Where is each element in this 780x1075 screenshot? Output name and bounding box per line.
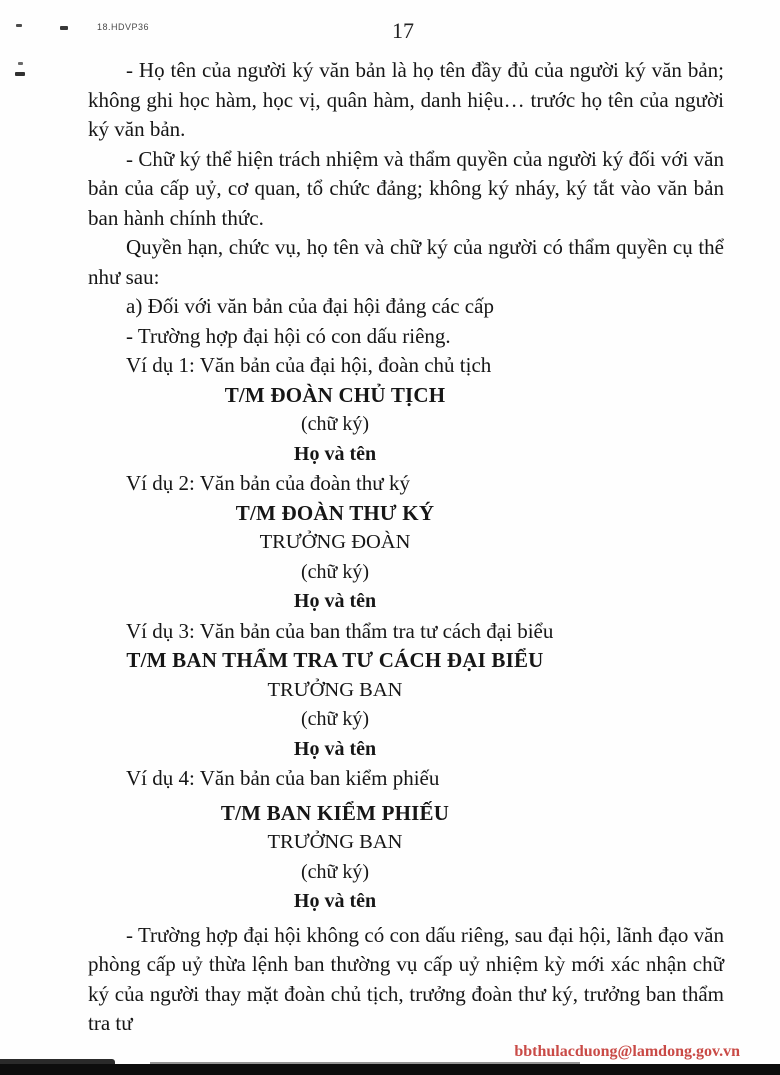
page-number: 17 (392, 18, 414, 43)
example-2-signature-block (88, 499, 582, 617)
paragraph-no-seal: - Trường hợp đại hội không có con dấu riêng, sau đại hội, lãnh đạo văn phòng cấp uỷ thừa lệnh ban thường vụ cấp uỷ nhiệm kỳ mới xác nhận chữ ký của người thay mặt đoàn chủ tịch, trưởng đoàn thư ký, trưởng ban thẩm tra tư (88, 922, 724, 1035)
scan-speck (15, 72, 25, 76)
signature-title-line: TRƯỞNG BAN (267, 831, 403, 853)
document-code: 18.HDVP36 (97, 22, 150, 32)
example-4-label: Ví dụ 4: Văn bản của ban kiểm phiếu (126, 766, 440, 790)
signee-name-line: Họ và tên (293, 442, 377, 465)
signee-name-line: Họ và tên (293, 890, 377, 912)
page-body (0, 56, 780, 1039)
signature-authority-line: T/M ĐOÀN THƯ KÝ (235, 500, 435, 525)
example-2-label: Ví dụ 2: Văn bản của đoàn thư ký (126, 471, 410, 495)
example-3-label: Ví dụ 3: Văn bản của ban thẩm tra tư cách đại biểu (126, 618, 554, 643)
signature-title-line: TRƯỞNG ĐOÀN (259, 531, 411, 553)
signature-authority-line: T/M BAN THẨM TRA TƯ CÁCH ĐẠI BIỂU (126, 648, 544, 672)
signee-name-line: Họ và tên (293, 737, 377, 760)
example-1-signature-block (88, 381, 582, 470)
example-1-label: Ví dụ 1: Văn bản của đại hội, đoàn chủ tịch (126, 353, 492, 377)
scan-speck (18, 62, 23, 65)
scan-speck (60, 26, 68, 30)
paragraph-quyen-han: Quyền hạn, chức vụ, họ tên và chữ ký của người có thẩm quyền cụ thể như sau: (88, 235, 724, 289)
signature-title-line: TRƯỞNG BAN (267, 678, 403, 701)
paragraph-chu-ky: - Chữ ký thể hiện trách nhiệm và thẩm quyền của người ký đối với văn bản của cấp uỷ, cơ quan, tổ chức đảng; không ký nháy, ký tắt vào văn bản ban hành chính thức. (88, 146, 724, 230)
bottom-scan-band (0, 1064, 780, 1075)
scan-speck (16, 24, 22, 27)
watermark-email: bbthulacduong@lamdong.gov.vn (514, 1043, 740, 1060)
signee-name-line: Họ và tên (293, 590, 377, 612)
example-3-signature-block (88, 646, 582, 764)
signature-placeholder: (chữ ký) (300, 860, 370, 883)
example-4-signature-block (88, 799, 582, 917)
item-a-heading: a) Đối với văn bản của đại hội đảng các cấp (126, 294, 494, 318)
signature-placeholder: (chữ ký) (300, 560, 370, 583)
paragraph-ho-ten: - Họ tên của người ký văn bản là họ tên đầy đủ của người ký văn bản; không ghi học hàm, học vị, quân hàm, danh hiệu… trước họ tên của người ký văn bản. (88, 58, 724, 141)
signature-placeholder: (chữ ký) (300, 413, 370, 435)
signature-authority-line: T/M ĐOÀN CHỦ TỊCH (224, 382, 446, 407)
case-with-seal: - Trường hợp đại hội có con dấu riêng. (126, 323, 451, 348)
signature-authority-line: T/M BAN KIỂM PHIẾU (220, 800, 450, 825)
signature-placeholder: (chữ ký) (300, 708, 370, 730)
